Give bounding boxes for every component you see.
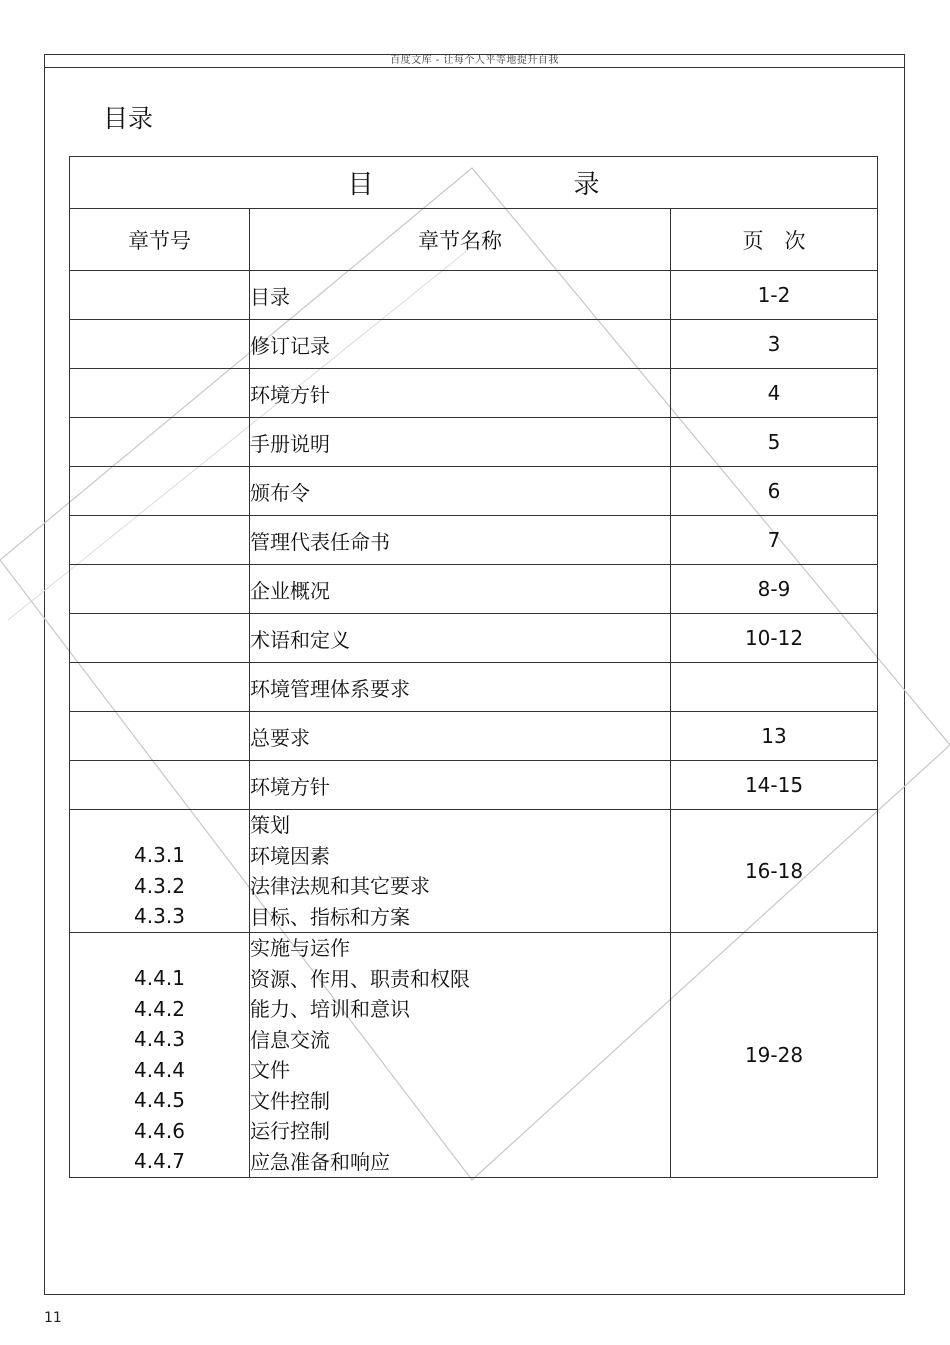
row-chapter (70, 369, 250, 418)
row-chapter (70, 271, 250, 320)
row-name: 环境方针 (250, 369, 671, 418)
header-rule (44, 67, 905, 68)
table-row (70, 516, 878, 565)
group2-item-name: 资源、作用、职责和权限 (250, 966, 470, 991)
group2-item-name: 能力、培训和意识 (250, 997, 410, 1021)
group2-item-name: 运行控制 (250, 1119, 330, 1143)
group1-page: 16-18 (671, 810, 878, 933)
group2-item-name: 应急准备和响应 (250, 1149, 390, 1174)
group2-chapter: 4.4.4 (134, 1057, 185, 1082)
group1-chapter: 4.3.1 (134, 843, 185, 868)
group2-chapter: 4.4.1 (134, 966, 185, 991)
group2-chapter: 4.4.5 (134, 1088, 185, 1113)
row-name: 环境方针 (250, 761, 671, 810)
group2-item-name: 文件控制 (250, 1088, 330, 1113)
col-header-page: 页 次 (671, 209, 878, 271)
row-page: 1-2 (671, 271, 878, 320)
col-header-name: 章节名称 (250, 209, 671, 271)
table-row (70, 320, 878, 369)
group2-heading: 实施与运作 (250, 936, 350, 960)
group2-chapter: 4.4.2 (134, 996, 185, 1021)
group1-chapter: 4.3.3 (134, 904, 185, 929)
table-row (70, 565, 878, 614)
row-name: 修订记录 (250, 320, 671, 369)
group2-item-name: 文件 (250, 1058, 290, 1082)
row-name: 企业概况 (250, 565, 671, 614)
toc-title (70, 157, 878, 209)
table-row (70, 271, 878, 320)
row-chapter (70, 663, 250, 712)
row-page: 7 (671, 516, 878, 565)
row-name: 总要求 (250, 712, 671, 761)
row-chapter (70, 565, 250, 614)
group1-chapter: 4.3.2 (134, 873, 185, 898)
row-page: 14-15 (671, 761, 878, 810)
row-page: 6 (671, 467, 878, 516)
row-page (671, 663, 878, 712)
row-chapter (70, 614, 250, 663)
table-row (70, 467, 878, 516)
table-row (70, 614, 878, 663)
row-name: 手册说明 (250, 418, 671, 467)
row-chapter (70, 320, 250, 369)
row-name: 目录 (250, 271, 671, 320)
group2-item-name: 信息交流 (250, 1027, 330, 1052)
group1-item-name: 目标、指标和方案 (250, 904, 410, 929)
group2-chapter: 4.4.7 (134, 1149, 185, 1174)
row-name: 颁布令 (250, 467, 671, 516)
row-chapter (70, 467, 250, 516)
group2-page: 19-28 (671, 933, 878, 1178)
group2-chapter: 4.4.6 (134, 1118, 185, 1143)
table-row (70, 712, 878, 761)
table-row (70, 663, 878, 712)
row-page: 13 (671, 712, 878, 761)
row-name: 术语和定义 (250, 614, 671, 663)
toc-table (69, 156, 878, 1178)
page-number: 11 (44, 1310, 62, 1326)
toc-column-header-row (70, 209, 878, 271)
group1-item-name: 法律法规和其它要求 (250, 874, 430, 898)
col-header-chapter: 章节号 (70, 209, 250, 271)
row-chapter (70, 712, 250, 761)
row-page: 4 (671, 369, 878, 418)
group1-heading: 策划 (250, 813, 290, 837)
doc-title: 目录 (103, 104, 154, 133)
row-name: 环境管理体系要求 (250, 663, 671, 712)
table-row-group-implementation (70, 933, 878, 1178)
row-page: 5 (671, 418, 878, 467)
table-row (70, 369, 878, 418)
table-row (70, 761, 878, 810)
group1-item-name: 环境因素 (250, 843, 330, 868)
header-text: 百度文库 - 让每个人平等地提升自我 (390, 55, 559, 66)
table-row (70, 418, 878, 467)
group2-chapter: 4.4.3 (134, 1027, 185, 1052)
row-name: 管理代表任命书 (250, 516, 671, 565)
row-page: 3 (671, 320, 878, 369)
table-row-group-planning (70, 810, 878, 933)
row-page: 8-9 (671, 565, 878, 614)
toc-title-row (70, 157, 878, 209)
toc-title-left: 目 (347, 170, 374, 200)
toc-title-right: 录 (573, 170, 600, 200)
row-chapter (70, 516, 250, 565)
row-chapter (70, 761, 250, 810)
row-chapter (70, 418, 250, 467)
row-page: 10-12 (671, 614, 878, 663)
